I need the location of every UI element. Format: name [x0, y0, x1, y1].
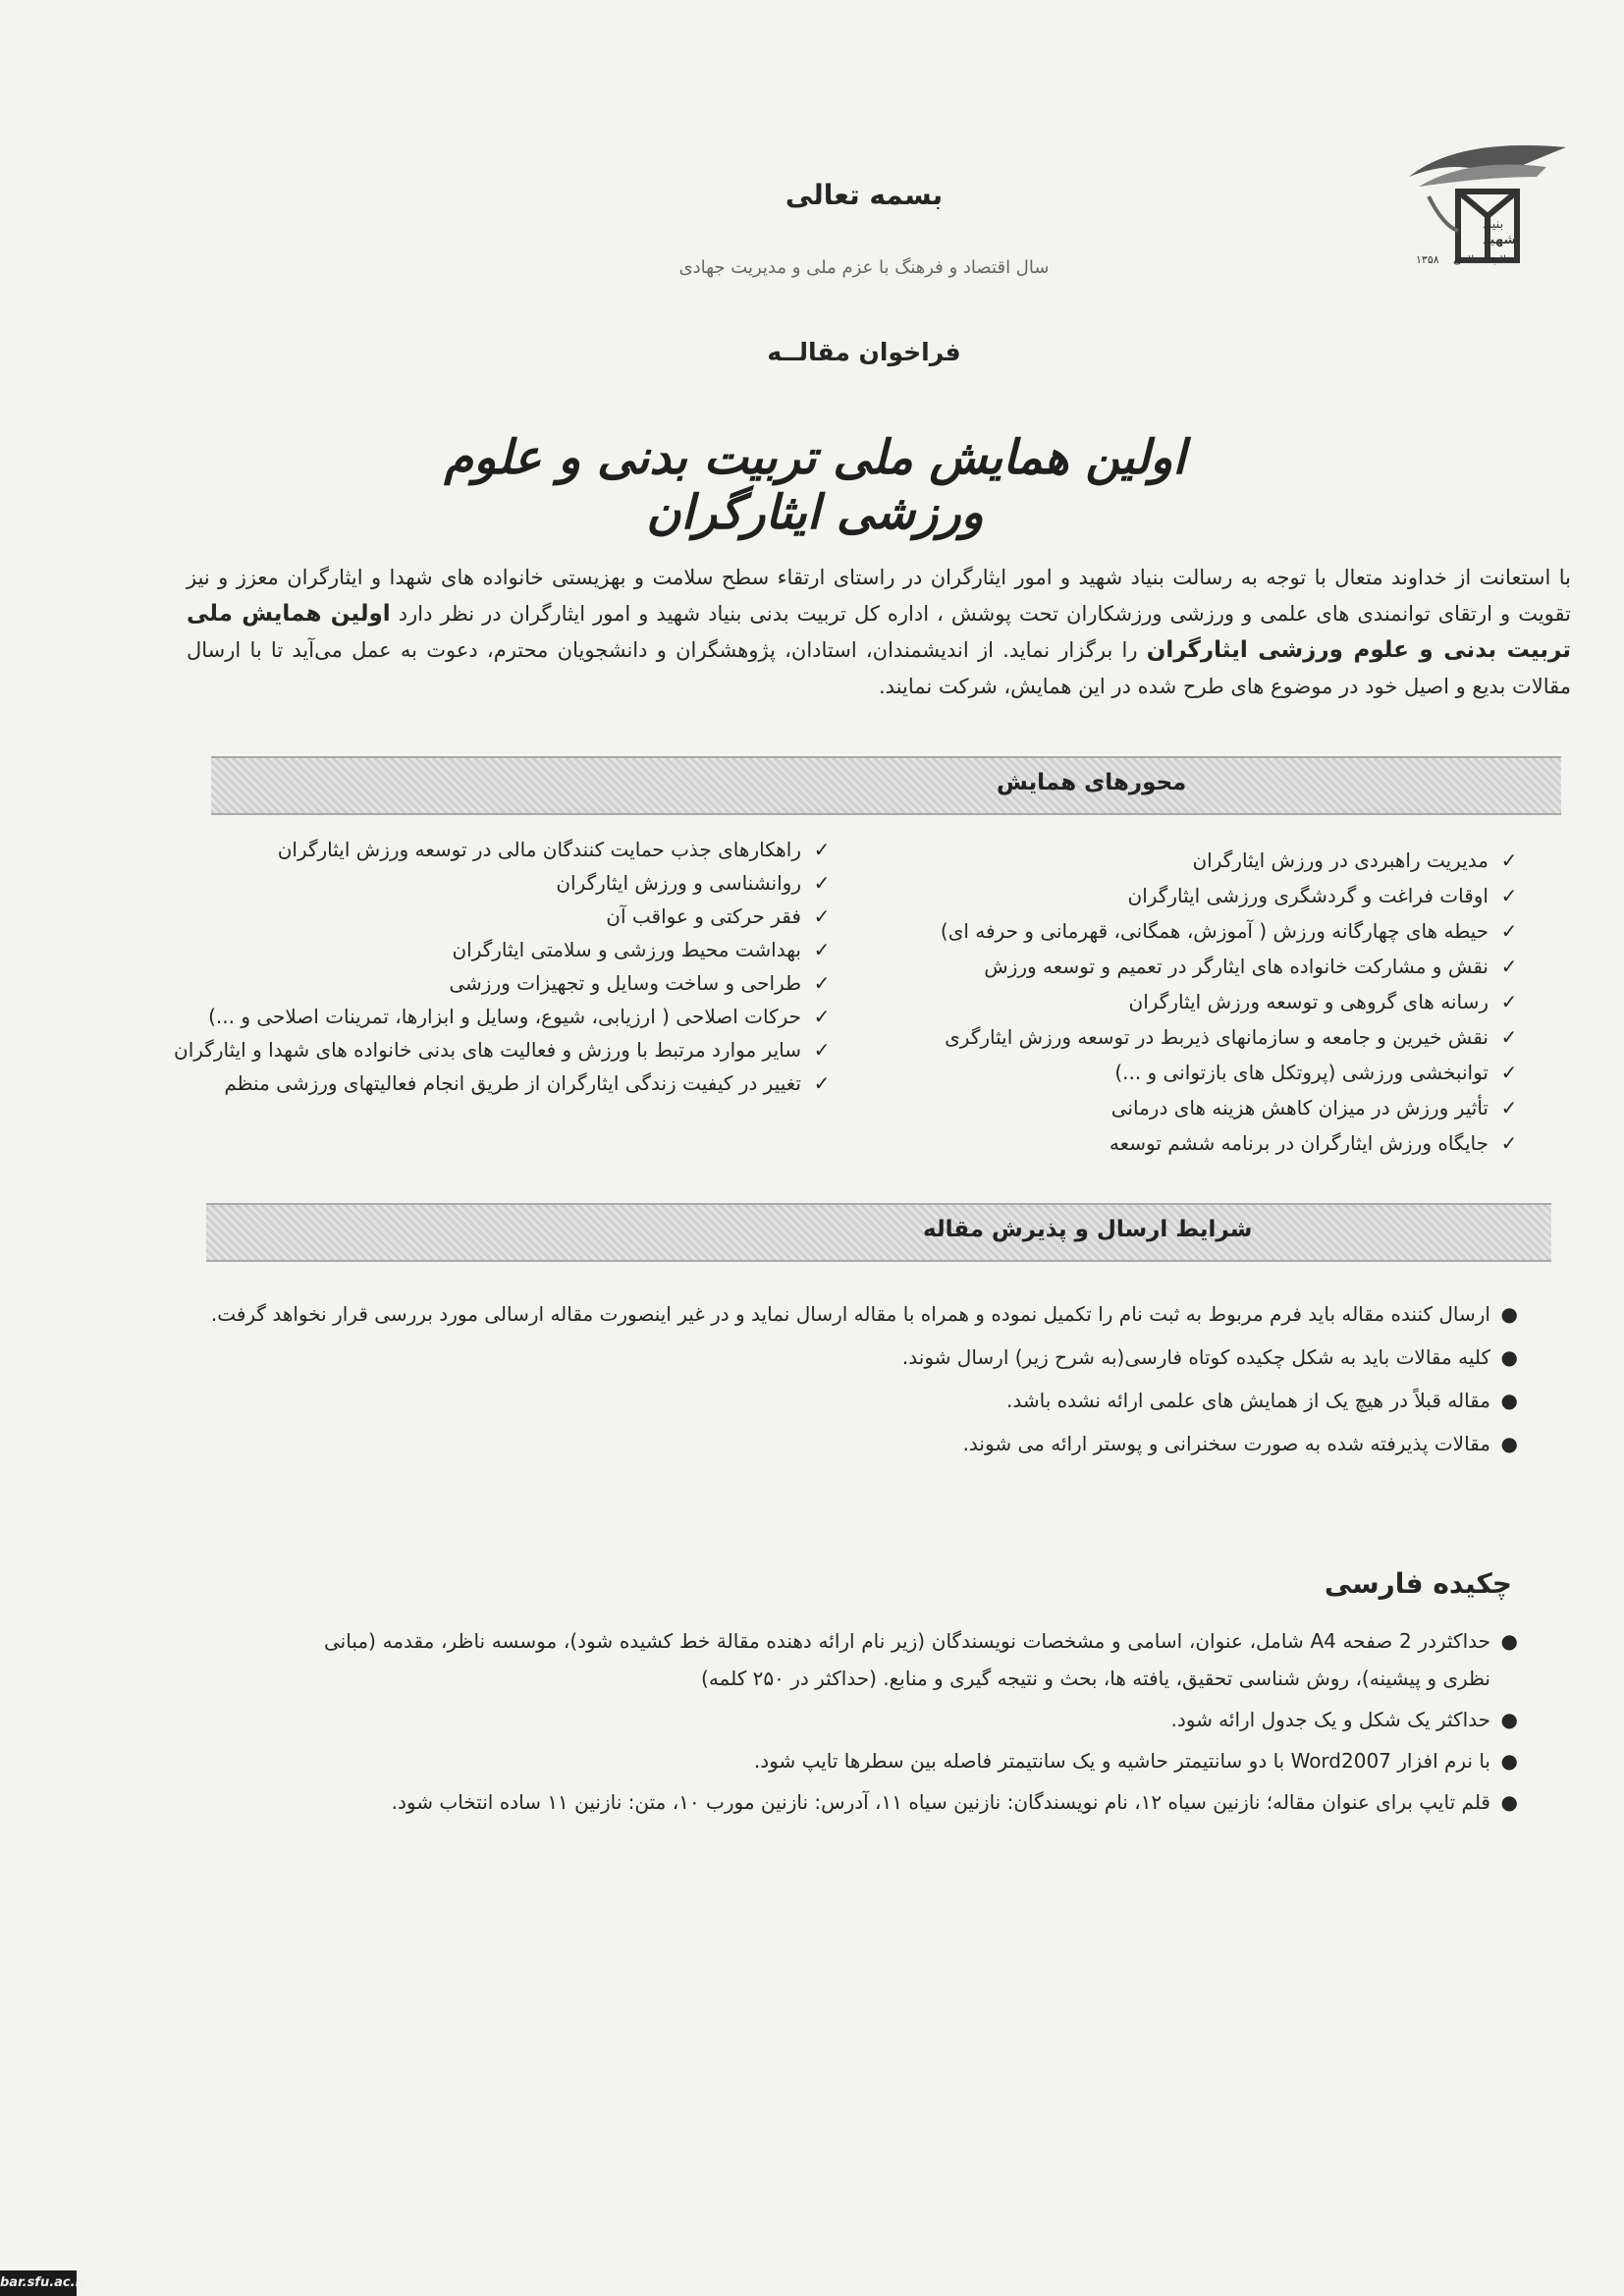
bullet-icon: ●	[1500, 1302, 1518, 1326]
check-icon: ✓	[1500, 919, 1518, 943]
check-icon: ✓	[813, 1038, 831, 1062]
abstract-list	[324, 1622, 1522, 1825]
check-icon: ✓	[1500, 955, 1518, 978]
condition-item	[187, 1424, 1522, 1463]
bullet-icon: ●	[1500, 1389, 1518, 1412]
abstract-item	[324, 1742, 1522, 1779]
axis-item	[157, 1066, 835, 1100]
axis-text: جایگاه ورزش ایثارگران در برنامه ششم توسعه	[1109, 1131, 1489, 1155]
bullet-icon: ●	[1500, 1790, 1518, 1814]
axis-item	[157, 833, 835, 866]
logo-year: ۱۳۵۸	[1416, 253, 1439, 266]
condition-text: مقالات پذیرفته شده به صورت سخنرانی و پوستر ارائه می شوند.	[962, 1432, 1490, 1455]
axis-item	[884, 1090, 1522, 1125]
check-icon: ✓	[1500, 1096, 1518, 1120]
axis-text: نقش خیرین و جامعه و سازمانهای ذیربط در توسعه ورزش ایثارگری	[945, 1025, 1489, 1049]
conference-title: اولین همایش ملی تربیت بدنی و علوم ورزشی ایثارگران	[444, 430, 1186, 540]
logo-line1: بنیاد	[1483, 217, 1504, 232]
bismillah: بسمه تعالی	[785, 179, 944, 211]
axes-heading-band	[211, 756, 1561, 815]
condition-item	[187, 1294, 1522, 1334]
conditions-heading: شرایط ارسال و پذیرش مقاله	[923, 1217, 1253, 1242]
axis-text: راهکارهای جذب حمایت کنندگان مالی در توسعه ورزش ایثارگران	[277, 838, 801, 861]
check-icon: ✓	[813, 971, 831, 995]
axis-text: حرکات اصلاحی ( ارزیابی، شیوع، وسایل و ابزارها، تمرینات اصلاحی و ...)	[208, 1005, 801, 1028]
condition-text: کلیه مقالات باید به شکل چکیده کوتاه فارسی(به شرح زیر) ارسال شوند.	[901, 1345, 1490, 1369]
axis-item	[884, 984, 1522, 1019]
bullet-icon: ●	[1500, 1432, 1518, 1455]
condition-item	[187, 1338, 1522, 1377]
bullet-icon: ●	[1500, 1708, 1518, 1731]
check-icon: ✓	[813, 871, 831, 895]
abstract-text: با نرم افزار Word2007 با دو سانتیمتر حاشیه و یک سانتیمتر فاصله بین سطرها تایپ شود.	[753, 1749, 1490, 1773]
year-motto: سال اقتصاد و فرهنگ با عزم ملی و مدیریت جهادی	[678, 257, 1050, 278]
axis-text: بهداشت محیط ورزشی و سلامتی ایثارگران	[452, 938, 801, 961]
abstract-text: حداکثردر 2 صفحه A4 شامل، عنوان، اسامی و مشخصات نویسندگان (زیر نام ارائه دهنده مقالة خط کشیده شود)، موسسه ناظر، مقدمه (مبانی نظری و پیشینه)، روش شناسی تحقیق، یافته ها، بحث و نتیجه گیری و منابع. (حداکثر در ۲۵۰ کلمه)	[324, 1629, 1490, 1690]
check-icon: ✓	[1500, 1061, 1518, 1084]
axis-text: مدیریت راهبردی در ورزش ایثارگران	[1192, 848, 1489, 872]
bullet-icon: ●	[1500, 1749, 1518, 1773]
check-icon: ✓	[813, 1005, 831, 1028]
axis-text: اوقات فراغت و گردشگری ورزشی ایثارگران	[1127, 884, 1489, 907]
abstract-item	[324, 1701, 1522, 1738]
axis-item	[884, 1019, 1522, 1055]
intro-highlight: اولین همایش ملی تربیت بدنی و علوم ورزشی ایثارگران	[187, 601, 1571, 663]
axes-list-left	[157, 833, 835, 1100]
intro-part1: با استعانت از خداوند متعال با توجه به رسالت بنیاد شهید و امور ایثارگران در راستای ارتقاء سطح سلامت و بهزیستی خانواده های شهدا و ایثارگران معزز و نیز تقویت و ارتقای توانمندی های علمی و ورزشی ورزشکاران تحت پوشش ، اداره کل تربیت بدنی بنیاد شهید و امور ایثارگران در نظر دارد	[187, 566, 1572, 626]
check-icon: ✓	[1500, 1025, 1518, 1049]
watermark-tag: bar.sfu.ac.ir	[0, 2270, 77, 2296]
axis-item	[884, 1055, 1522, 1090]
logo-line2: شهید	[1483, 233, 1517, 247]
logo-line3: انقلاب اسلامی	[1453, 253, 1518, 266]
axis-text: تأثیر ورزش در میزان کاهش هزینه های درمانی	[1110, 1096, 1489, 1120]
axis-item	[884, 949, 1522, 984]
condition-item	[187, 1381, 1522, 1420]
check-icon: ✓	[1500, 1131, 1518, 1155]
check-icon: ✓	[1500, 848, 1518, 872]
condition-text: ارسال کننده مقاله باید فرم مربوط به ثبت نام را تکمیل نموده و همراه با مقاله ارسال نماید و در غیر اینصورت مقاله ارسالی مورد بررسی قرار نخواهد گرفت.	[210, 1302, 1490, 1326]
abstract-text: حداکثر یک شکل و یک جدول ارائه شود.	[1170, 1708, 1490, 1731]
bullet-icon: ●	[1500, 1629, 1518, 1653]
intro-paragraph	[187, 560, 1571, 705]
check-icon: ✓	[1500, 884, 1518, 907]
axis-text: تغییر در کیفیت زندگی ایثارگران از طریق انجام فعالیتهای ورزشی منظم	[224, 1071, 801, 1095]
conditions-list	[187, 1294, 1522, 1467]
axes-heading: محورهای همایش	[997, 770, 1187, 795]
axis-text: نقش و مشارکت خانواده های ایثارگر در تعمیم و توسعه ورزش	[984, 955, 1489, 978]
axes-list-right	[884, 843, 1522, 1161]
axis-item	[884, 843, 1522, 878]
abstract-text: قلم تایپ برای عنوان مقاله؛ نازنین سیاه ۱۲، نام نویسندگان: نازنین سیاه ۱۱، آدرس: نازنین مورب ۱۰، متن: نازنین ۱۱ ساده انتخاب شود.	[391, 1790, 1490, 1814]
axis-item	[884, 878, 1522, 913]
bullet-icon: ●	[1500, 1345, 1518, 1369]
check-icon: ✓	[813, 1071, 831, 1095]
axis-text: سایر موارد مرتبط با ورزش و فعالیت های بدنی خانواده های شهدا و ایثارگران	[174, 1038, 801, 1062]
check-icon: ✓	[1500, 990, 1518, 1013]
axis-item	[157, 933, 835, 966]
call-for-papers-label: فراخوان مقالــه	[767, 338, 961, 366]
abstract-item	[324, 1622, 1522, 1697]
axis-text: توانبخشی ورزشی (پروتکل های بازتوانی و ...)	[1114, 1061, 1489, 1084]
axis-item	[157, 900, 835, 933]
conditions-heading-band	[206, 1203, 1551, 1262]
abstract-item	[324, 1783, 1522, 1821]
axis-item	[157, 966, 835, 1000]
axis-text: حیطه های چهارگانه ورزش ( آموزش، همگانی، قهرمانی و حرفه ای)	[940, 919, 1489, 943]
axis-text: فقر حرکتی و عواقب آن	[606, 904, 801, 928]
axis-item	[157, 1000, 835, 1033]
axis-item	[157, 1033, 835, 1066]
axis-item	[884, 913, 1522, 949]
check-icon: ✓	[813, 938, 831, 961]
axis-text: طراحی و ساخت وسایل و تجهیزات ورزشی	[449, 971, 801, 995]
axis-text: روانشناسی و ورزش ایثارگران	[556, 871, 801, 895]
axis-item	[157, 866, 835, 900]
condition-text: مقاله قبلاً در هیچ یک از همایش های علمی ارائه نشده باشد.	[1005, 1389, 1490, 1412]
axis-item	[884, 1125, 1522, 1161]
check-icon: ✓	[813, 904, 831, 928]
intro-part2: را برگزار نماید. از اندیشمندان، استادان، پژوهشگران و دانشجویان محترم، دعوت به عمل می‌آید تا با ارسال مقالات بدیع و اصیل خود در موضوع های طرح شده در این همایش، شرکت نمایند.	[187, 638, 1571, 698]
axis-text: رسانه های گروهی و توسعه ورزش ایثارگران	[1128, 990, 1489, 1013]
abstract-heading: چکیده فارسی	[1324, 1567, 1512, 1600]
check-icon: ✓	[813, 838, 831, 861]
